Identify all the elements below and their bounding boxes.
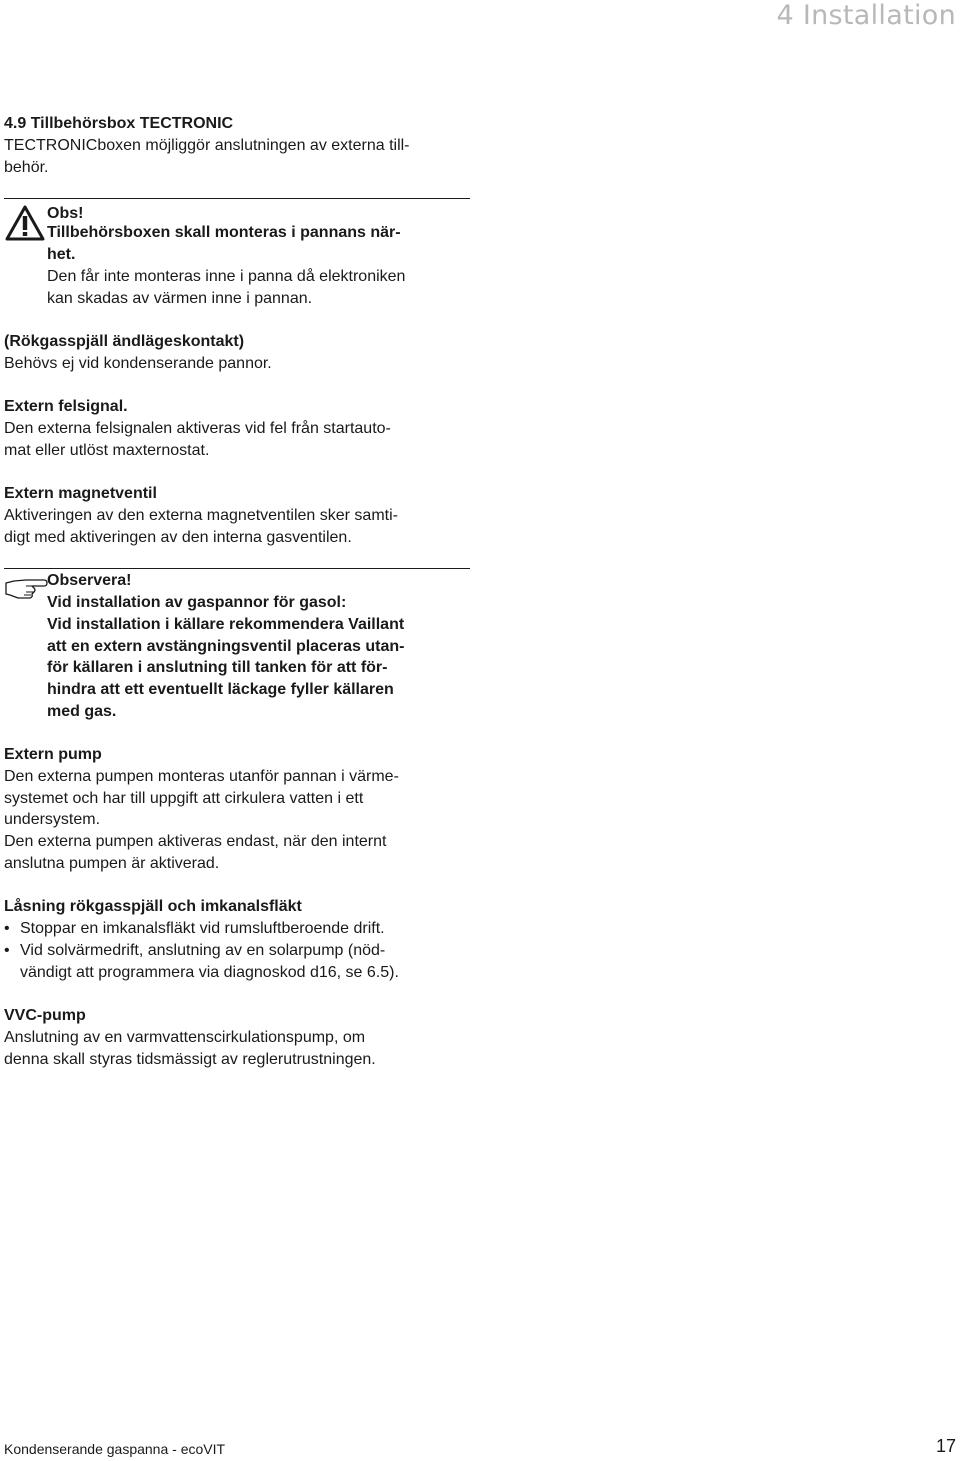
- list-item-text: vändigt att programmera via diagnoskod d16, se 6.5).: [20, 964, 399, 981]
- paragraph-line: Den externa pumpen monteras utanför pannan i värme-: [4, 768, 399, 785]
- subheading-pump: Extern pump: [4, 746, 102, 763]
- paragraph-line: undersystem.: [4, 811, 101, 828]
- paragraph-line: Den externa felsignalen aktiveras vid fel från startauto-: [4, 420, 391, 437]
- paragraph-line: digt med aktiveringen av den interna gasventilen.: [4, 529, 352, 546]
- warning-text: Den får inte monteras inne i panna då elektroniken: [47, 268, 406, 285]
- section-heading: 4.9 Tillbehörsbox TECTRONIC: [4, 115, 234, 132]
- paragraph-line: Den externa pumpen aktiveras endast, när den internt: [4, 833, 387, 850]
- paragraph-line: denna skall styras tidsmässigt av reglerutrustningen.: [4, 1051, 376, 1068]
- subheading-lasning: Låsning rökgasspjäll och imkanalsfläkt: [4, 898, 302, 915]
- page-number: 17: [935, 1436, 956, 1456]
- warning-text: Tillbehörsboxen skall monteras i pannans när-: [47, 224, 401, 241]
- note-text: för källaren i anslutning till tanken för att för-: [47, 659, 388, 676]
- content-column: [4, 0, 472, 1100]
- paragraph-line: behör.: [4, 159, 49, 176]
- note-label: Observera!: [47, 572, 132, 589]
- note-text: Vid installation i källare rekommendera Vaillant: [47, 616, 405, 633]
- subheading-magnetventil: Extern magnetventil: [4, 485, 157, 502]
- note-text: hindra att ett eventuellt läckage fyller källaren: [47, 681, 394, 698]
- list-item: [4, 918, 385, 940]
- paragraph-line: Aktiveringen av den externa magnetventilen sker samti-: [4, 507, 398, 524]
- paragraph-line: systemet och har till uppgift att cirkulera vatten i ett: [4, 790, 364, 807]
- paragraph-line: TECTRONICboxen möjliggör anslutningen av externa till-: [4, 137, 410, 154]
- subheading-vvc: VVC-pump: [4, 1007, 86, 1024]
- bullet: •: [4, 920, 10, 937]
- warning-icon: [4, 204, 46, 242]
- warning-label: Obs!: [47, 205, 84, 222]
- bullet: •: [4, 942, 10, 959]
- list-item-text: Stoppar en imkanalsfläkt vid rumsluftberoende drift.: [20, 920, 385, 937]
- warning-text: het.: [47, 246, 76, 263]
- note-text: med gas.: [47, 703, 117, 720]
- list-item-text: Vid solvärmedrift, anslutning av en solarpump (nöd-: [20, 942, 386, 959]
- paragraph-line: anslutna pumpen är aktiverad.: [4, 855, 220, 872]
- list-item: [4, 940, 386, 962]
- subheading-felsignal: Extern felsignal.: [4, 398, 128, 415]
- paragraph-line: mat eller utlöst maxternostat.: [4, 442, 210, 459]
- footer-document-title: Kondenserande gaspanna - ecoVIT: [4, 1441, 226, 1457]
- paragraph-line: Behövs ej vid kondenserande pannor.: [4, 355, 272, 372]
- divider: [4, 198, 470, 199]
- note-text: att en extern avstängningsventil placeras utan-: [47, 638, 405, 655]
- pointing-hand-icon: [4, 573, 48, 601]
- subheading-rokgas: (Rökgasspjäll ändlägeskontakt): [4, 333, 245, 350]
- warning-text: kan skadas av värmen inne i pannan.: [47, 290, 313, 307]
- divider: [4, 568, 470, 569]
- section-header: 4 Installation: [776, 0, 956, 31]
- paragraph-line: Anslutning av en varmvattenscirkulationspump, om: [4, 1029, 366, 1046]
- note-text: Vid installation av gaspannor för gasol:: [47, 594, 347, 611]
